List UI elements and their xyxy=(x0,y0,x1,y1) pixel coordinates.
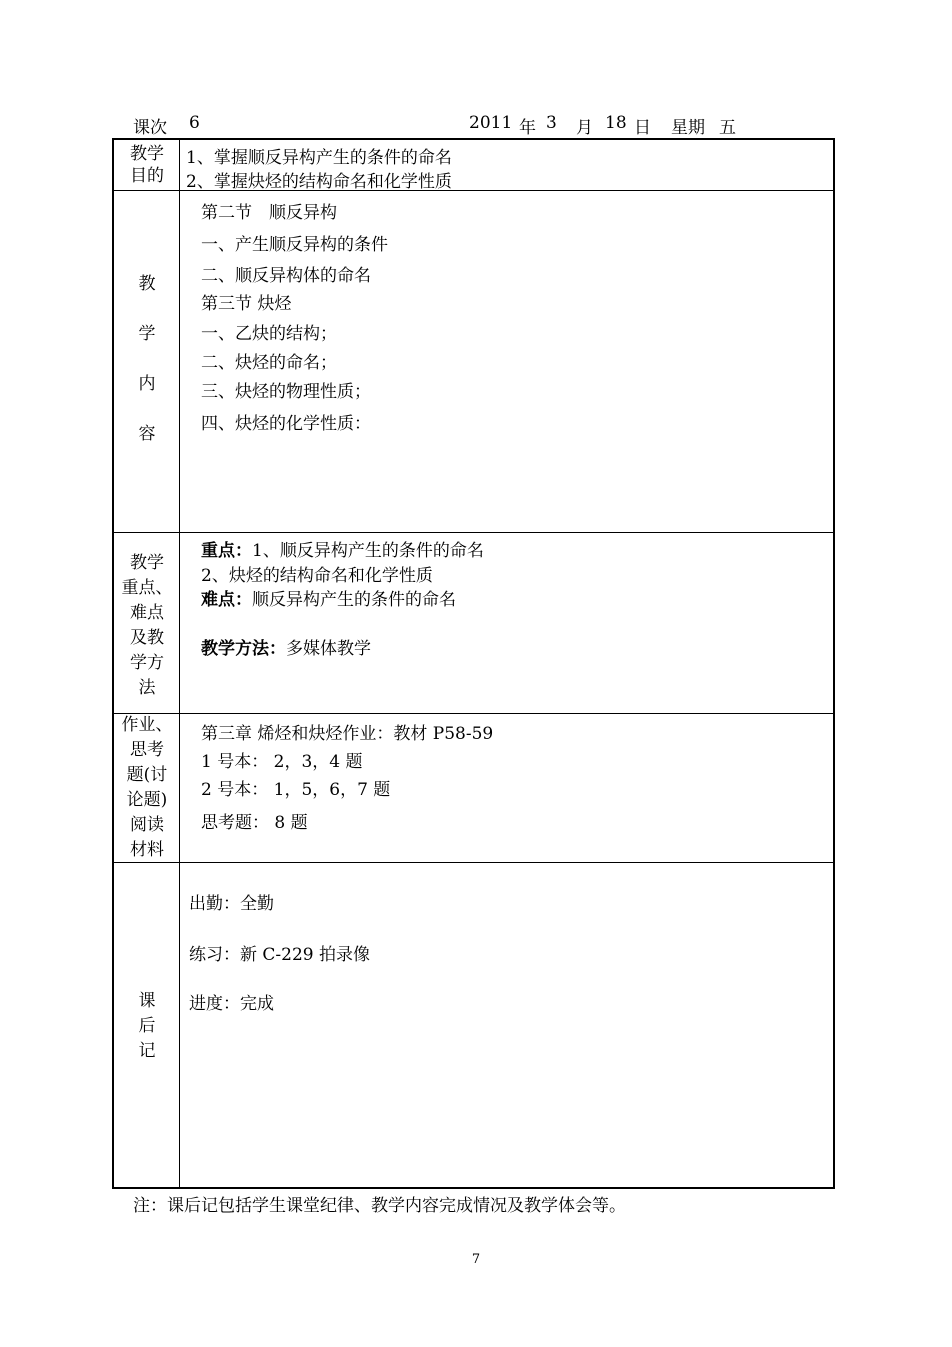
content-item: 四、炔烃的化学性质： xyxy=(201,414,371,434)
footnote: 注：课后记包括学生课堂纪律、教学内容完成情况及教学体会等。 xyxy=(133,1196,626,1216)
homework-item: 第三章 烯烃和炔烃作业：教材 P58-59 xyxy=(201,724,494,744)
date-day-unit: 日 xyxy=(634,118,651,138)
key-point-2: 2、炔烃的结构命名和化学性质 xyxy=(201,566,433,586)
homework-item: 思考题： 8 题 xyxy=(201,813,308,833)
date-year: 2011 xyxy=(469,113,513,133)
keypoints-label: 教学 重点、 难点 及教 学方 法 xyxy=(121,553,173,698)
date-year-unit: 年 xyxy=(519,118,536,138)
lesson-label: 课次 xyxy=(133,118,167,138)
content-item: 二、顺反异构体的命名 xyxy=(201,266,371,286)
notes-label: 课 后 记 xyxy=(138,991,156,1061)
page-number: 7 xyxy=(471,1252,481,1267)
content-item: 第三节 炔烃 xyxy=(201,294,292,314)
note-item: 练习：新 C-229 拍录像 xyxy=(189,945,371,965)
homework-item: 2 号本： 1，5，6，7 题 xyxy=(201,780,391,800)
teaching-method: 教学方法：多媒体教学 xyxy=(201,639,371,659)
content-item: 二、炔烃的命名； xyxy=(201,353,337,373)
content-item: 一、产生顺反异构的条件 xyxy=(201,235,388,255)
note-item: 出勤：全勤 xyxy=(189,894,274,914)
date-month: 3 xyxy=(546,113,557,133)
date-month-unit: 月 xyxy=(576,118,593,138)
content-item: 第二节 顺反异构 xyxy=(201,203,337,223)
weekday-label: 星期 xyxy=(671,118,705,138)
lesson-table xyxy=(112,138,835,1189)
goal-item: 1、掌握顺反异构产生的条件的命名 xyxy=(186,148,452,168)
content-item: 一、乙炔的结构； xyxy=(201,324,337,344)
homework-label: 作业、 思考 题(讨 论题) 阅读 材料 xyxy=(121,715,173,860)
difficult-point: 难点：顺反异构产生的条件的命名 xyxy=(201,590,456,610)
row-divider xyxy=(114,713,833,714)
goals-label: 教学 目的 xyxy=(130,144,164,186)
date-day: 18 xyxy=(605,113,627,133)
goal-item: 2、掌握炔烃的结构命名和化学性质 xyxy=(186,172,452,192)
row-divider xyxy=(114,532,833,533)
homework-item: 1 号本： 2，3，4 题 xyxy=(201,752,363,772)
content-label: 教 学 内 容 xyxy=(138,274,156,444)
weekday-value: 五 xyxy=(719,118,736,138)
lesson-number: 6 xyxy=(189,113,200,133)
row-divider xyxy=(114,862,833,863)
note-item: 进度：完成 xyxy=(189,994,274,1014)
content-item: 三、炔烃的物理性质； xyxy=(201,382,371,402)
lesson-header xyxy=(0,113,952,139)
key-point: 重点：1、顺反异构产生的条件的命名 xyxy=(201,541,484,561)
